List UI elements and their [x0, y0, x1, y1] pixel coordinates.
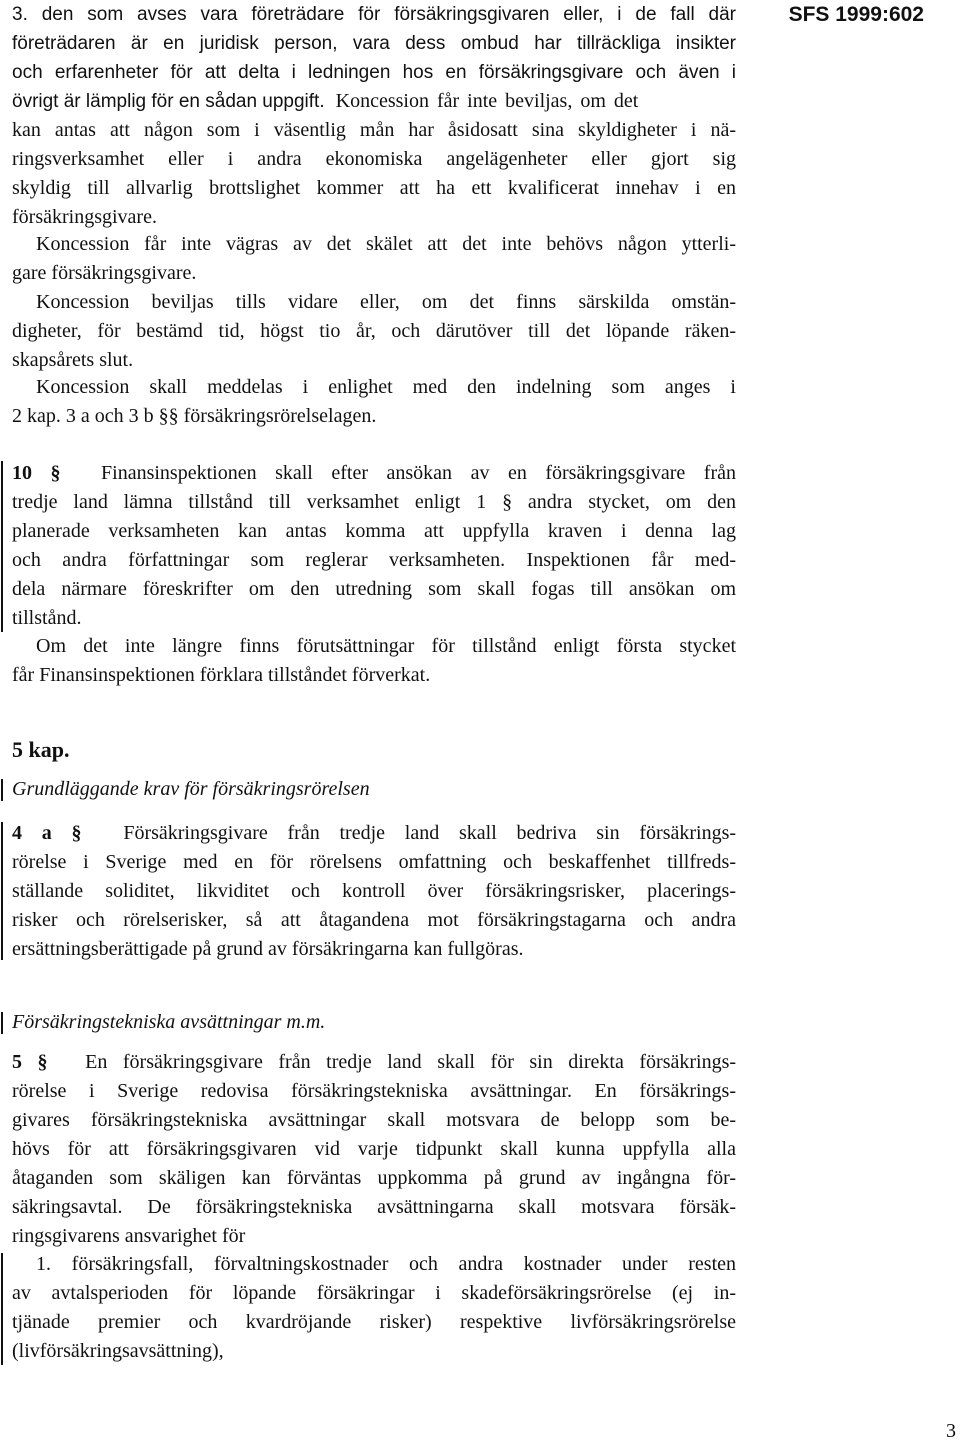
body-line: 2 kap. 3 a och 3 b §§ försäkringsrörelselagen. [12, 405, 377, 427]
body-line: skapsårets slut. [12, 349, 134, 371]
section-text: Finansinspektionen skall efter ansökan av en försäkringsgivare från [101, 462, 737, 484]
section-number: 4 a § [12, 822, 82, 844]
body-line: planerade verksamheten kan antas komma att uppfylla kraven i denna lag [12, 520, 736, 542]
body-line: åtaganden som skäligen kan förväntas uppkomma på grund av ingångna för- [12, 1167, 736, 1189]
body-line: försäkringsgivare. [12, 206, 157, 228]
list-item-line: av avtalsperioden för löpande försäkringar i skadeförsäkringsrörelse (ej in- [12, 1282, 736, 1304]
section-subheading: Grundläggande krav för försäkringsrörelsen [12, 778, 370, 800]
change-bar [1, 1012, 3, 1034]
body-line: företrädaren är en juridisk person, vara dess ombud har tillräckliga insikter [12, 33, 736, 54]
chapter-heading: 5 kap. [12, 737, 70, 762]
body-line: rörelse i Sverige redovisa försäkringstekniska avsättningar. En försäkrings- [12, 1080, 736, 1102]
body-line: Koncession beviljas tills vidare eller, om det finns särskilda omstän- [36, 291, 736, 313]
section-text: En försäkringsgivare från tredje land skall för sin direkta försäkrings- [85, 1051, 737, 1073]
body-line: hövs för att försäkringsgivaren vid varje tidpunkt skall kunna uppfylla alla [12, 1138, 736, 1160]
section-number: 10 § [12, 462, 61, 484]
page-number: 3 [946, 1420, 956, 1442]
body-text-serif: Koncession får inte beviljas, om det [335, 90, 639, 112]
body-line: rörelse i Sverige med en för rörelsens omfattning och beskaffenhet tillfreds- [12, 851, 736, 873]
section-5-first-line [12, 1048, 736, 1077]
section-4a-first-line [12, 819, 736, 848]
sfs-number: SFS 1999:602 [788, 3, 924, 26]
change-bar [1, 822, 3, 960]
body-line: ringsgivarens ansvarighet för [12, 1225, 246, 1247]
section-number: 5 § [12, 1051, 48, 1073]
body-line: gare försäkringsgivare. [12, 262, 197, 284]
body-line: dela närmare föreskrifter om den utredning som skall fogas till ansökan om [12, 578, 736, 600]
body-line: tillstånd. [12, 607, 82, 629]
body-line: Om det inte längre finns förutsättningar för tillstånd enligt första stycket [36, 635, 736, 657]
body-line: 3. den som avses vara företrädare för försäkringsgivaren eller, i de fall där [12, 4, 736, 25]
body-text-sans: övrigt är lämplig för en sådan uppgift. [12, 91, 325, 112]
body-line: skyldig till allvarlig brottslighet kommer att ha ett kvalificerat innehav i en [12, 177, 736, 199]
body-line: risker och rörelserisker, så att åtagandena mot försäkringstagarna och andra [12, 909, 736, 931]
change-bar [1, 1253, 3, 1365]
change-bar [1, 461, 3, 632]
body-line: Koncession skall meddelas i enlighet med den indelning som anges i [36, 376, 736, 398]
list-item-line: tjänade premier och kvardröjande risker) respektive livförsäkringsrörelse [12, 1311, 736, 1333]
body-line-mixed [12, 87, 736, 116]
body-line: får Finansinspektionen förklara tillståndet förverkat. [12, 664, 431, 686]
body-line: ställande soliditet, likviditet och kontroll över försäkringsrisker, placerings- [12, 880, 736, 902]
change-bar [1, 779, 3, 801]
section-subheading: Försäkringstekniska avsättningar m.m. [12, 1011, 326, 1033]
body-line: och andra författningar som reglerar verksamheten. Inspektionen får med- [12, 549, 736, 571]
body-line: ersättningsberättigade på grund av försäkringarna kan fullgöras. [12, 938, 524, 960]
body-line: kan antas att någon som i väsentlig mån har åsidosatt sina skyldigheter i nä- [12, 119, 736, 141]
body-line: digheter, för bestämd tid, högst tio år, och därutöver till det löpande räken- [12, 320, 736, 342]
section-text: Försäkringsgivare från tredje land skall bedriva sin försäkrings- [123, 822, 737, 844]
list-item-line: (livförsäkringsavsättning), [12, 1340, 224, 1362]
body-line: säkringsavtal. De försäkringstekniska avsättningarna skall motsvara försäk- [12, 1196, 736, 1218]
list-item-line: 1. försäkringsfall, förvaltningskostnader och andra kostnader under resten [36, 1253, 736, 1275]
section-10-first-line [12, 459, 736, 488]
body-line: givares försäkringstekniska avsättningar skall motsvara de belopp som be- [12, 1109, 736, 1131]
body-line: Koncession får inte vägras av det skälet att det inte behövs någon ytterli- [36, 233, 736, 255]
body-line: ringsverksamhet eller i andra ekonomiska angelägenheter eller gjort sig [12, 148, 736, 170]
body-line: tredje land lämna tillstånd till verksamhet enligt 1 § andra stycket, om den [12, 491, 736, 513]
body-line: och erfarenheter för att delta i ledningen hos en försäkringsgivare och även i [12, 62, 736, 83]
